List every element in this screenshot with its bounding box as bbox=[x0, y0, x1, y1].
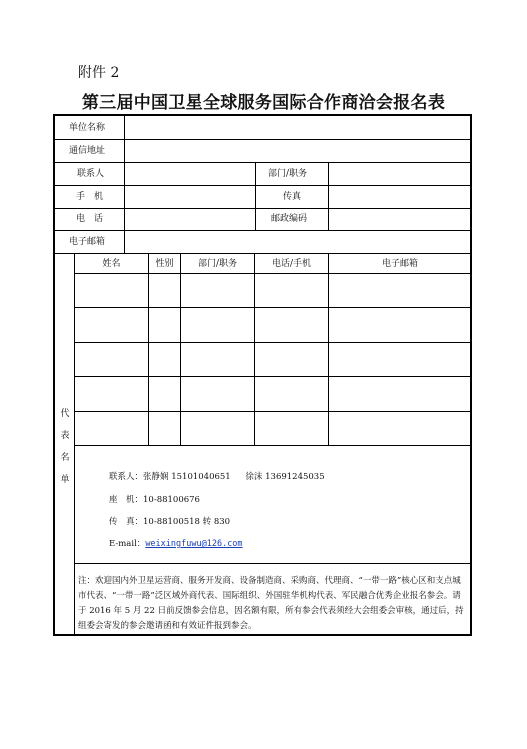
delegation-cell[interactable] bbox=[149, 377, 180, 410]
contact-persons-line bbox=[109, 470, 325, 482]
delegation-list-label-char: 表 bbox=[60, 431, 70, 441]
delegation-list-label bbox=[60, 403, 70, 491]
delegation-cell[interactable] bbox=[255, 412, 328, 445]
postcode-label: 邮政编码 bbox=[271, 214, 308, 224]
landline-value: 10-88100676 bbox=[143, 495, 200, 505]
column-divider bbox=[255, 162, 256, 231]
contact-label: 联系人 bbox=[77, 169, 105, 179]
phone-label: 电 话 bbox=[76, 214, 104, 224]
contact-person-1: 张静娴 15101040651 bbox=[143, 472, 231, 482]
row-divider bbox=[74, 563, 472, 564]
address-label: 通信地址 bbox=[69, 146, 106, 156]
delegation-cell[interactable] bbox=[75, 343, 148, 376]
phone-field[interactable] bbox=[125, 209, 255, 230]
landline-line bbox=[109, 493, 200, 505]
delegation-list-label-char: 单 bbox=[60, 475, 70, 485]
delegation-cell[interactable] bbox=[329, 343, 471, 376]
delegation-cell[interactable] bbox=[329, 274, 471, 307]
column-header-name: 姓名 bbox=[102, 259, 121, 269]
postcode-field[interactable] bbox=[329, 209, 471, 230]
department-role-field[interactable] bbox=[329, 163, 471, 185]
contact-field[interactable] bbox=[125, 163, 255, 185]
delegation-cell[interactable] bbox=[181, 308, 254, 341]
contact-person-2: 徐沫 13691245035 bbox=[245, 472, 325, 482]
delegation-cell[interactable] bbox=[329, 412, 471, 445]
delegation-cell[interactable] bbox=[75, 377, 148, 410]
fax-label: 传真 bbox=[283, 192, 302, 202]
mobile-field[interactable] bbox=[125, 186, 255, 208]
row-divider bbox=[74, 445, 472, 446]
fax-value: 10-88100518 转 830 bbox=[143, 517, 231, 527]
department-role-label: 部门/职务 bbox=[268, 169, 308, 179]
landline-label: 座 机： bbox=[109, 495, 144, 505]
delegation-list-label-char: 名 bbox=[60, 453, 70, 463]
delegation-cell[interactable] bbox=[181, 274, 254, 307]
delegation-cell[interactable] bbox=[329, 377, 471, 410]
email-contact-label: E-mail： bbox=[109, 539, 146, 549]
unit-name-label: 单位名称 bbox=[69, 123, 106, 133]
email-label: 电子邮箱 bbox=[69, 237, 106, 247]
delegation-cell[interactable] bbox=[149, 308, 180, 341]
column-header-phone: 电话/手机 bbox=[271, 259, 312, 269]
registration-note: 注：欢迎国内外卫星运营商、服务开发商、设备制造商、采购商、代理商、“一带一路”核心区和支点城市代表、“一带一路”泛区域外商代表、国际组织、外国驻华机构代表、军民融合优秀企业报名参会。请于 2016 年 5 月 22 日前反馈参会信息，因名额有限，所有参会代表须经大会组委会审核，通过后，持组委会寄发的参会邀请函和有效证件报到参会。 bbox=[78, 576, 464, 631]
delegation-list-label-char: 代 bbox=[60, 409, 70, 419]
contacts-label: 联系人： bbox=[109, 472, 144, 482]
delegation-cell[interactable] bbox=[75, 274, 148, 307]
delegation-cell[interactable] bbox=[255, 274, 328, 307]
delegation-cell[interactable] bbox=[75, 308, 148, 341]
delegation-cell[interactable] bbox=[75, 412, 148, 445]
fax-line bbox=[109, 515, 230, 527]
column-header-email: 电子邮箱 bbox=[381, 259, 418, 269]
delegation-cell[interactable] bbox=[255, 377, 328, 410]
email-link[interactable]: weixingfuwu@126.com bbox=[145, 539, 243, 549]
address-field[interactable] bbox=[125, 140, 471, 162]
mobile-label: 手 机 bbox=[76, 192, 104, 202]
unit-name-field[interactable] bbox=[125, 115, 471, 139]
delegation-cell[interactable] bbox=[329, 308, 471, 341]
email-line bbox=[109, 537, 243, 549]
delegation-cell[interactable] bbox=[149, 274, 180, 307]
row-divider bbox=[53, 253, 472, 254]
email-field[interactable] bbox=[125, 231, 471, 253]
fax-field[interactable] bbox=[329, 186, 471, 208]
delegation-cell[interactable] bbox=[255, 308, 328, 341]
delegation-cell[interactable] bbox=[181, 343, 254, 376]
delegation-cell[interactable] bbox=[181, 412, 254, 445]
delegation-cell[interactable] bbox=[255, 343, 328, 376]
delegation-cell[interactable] bbox=[149, 343, 180, 376]
delegation-cell[interactable] bbox=[181, 377, 254, 410]
column-header-department-role: 部门/职务 bbox=[197, 259, 238, 269]
delegation-cell[interactable] bbox=[149, 412, 180, 445]
fax-contact-label: 传 真： bbox=[109, 517, 144, 527]
column-header-gender: 性别 bbox=[155, 259, 174, 269]
attachment-label: 附件 2 bbox=[78, 65, 120, 81]
form-title: 第三届中国卫星全球服务国际合作商洽会报名表 bbox=[81, 93, 446, 113]
